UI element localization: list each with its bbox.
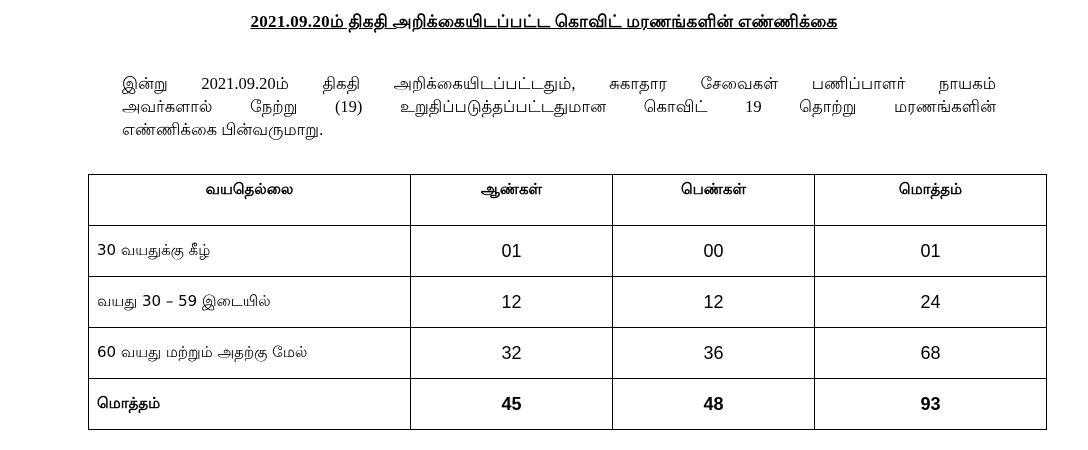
grand-total-cell: 93 xyxy=(815,379,1047,430)
table-total-row xyxy=(89,379,1047,430)
paragraph-line: அவர்களால் நேற்று (19) உறுதிப்படுத்தப்பட்டதுமான கொவிட் 19 தொற்று மரணங்களின் xyxy=(122,97,996,116)
paragraph-line: எண்ணிக்கை பின்வருமாறு. xyxy=(122,120,324,139)
total-count-cell: 68 xyxy=(815,328,1047,379)
table-row xyxy=(89,226,1047,277)
table-header-row xyxy=(89,175,1047,226)
total-count-cell: 24 xyxy=(815,277,1047,328)
table-row xyxy=(89,328,1047,379)
table-row xyxy=(89,277,1047,328)
age-range-cell: 30 வயதுக்கு கீழ் xyxy=(89,226,411,277)
male-count-cell: 12 xyxy=(411,277,613,328)
total-count-cell: 01 xyxy=(815,226,1047,277)
total-label-cell: மொத்தம் xyxy=(89,379,411,430)
paragraph-line: இன்று 2021.09.20ம் திகதி அறிக்கையிடப்பட்டதும், சுகாதார சேவைகள் பணிப்பாளர் நாயகம் xyxy=(122,74,996,93)
header-total: மொத்தம் xyxy=(815,175,1047,226)
age-range-cell: வயது 30 – 59 இடையில் xyxy=(89,277,411,328)
female-count-cell: 00 xyxy=(613,226,815,277)
covid-deaths-table xyxy=(88,174,1047,430)
female-count-cell: 36 xyxy=(613,328,815,379)
male-count-cell: 32 xyxy=(411,328,613,379)
document-title: 2021.09.20ம் திகதி அறிக்கையிடப்பட்ட கொவிட் மரணங்களின் எண்ணிக்கை xyxy=(250,12,838,31)
female-count-cell: 12 xyxy=(613,277,815,328)
intro-paragraph xyxy=(122,72,996,141)
male-total-cell: 45 xyxy=(411,379,613,430)
header-male: ஆண்கள் xyxy=(411,175,613,226)
header-age-range: வயதெல்லை xyxy=(89,175,411,226)
male-count-cell: 01 xyxy=(411,226,613,277)
age-range-cell: 60 வயது மற்றும் அதற்கு மேல் xyxy=(89,328,411,379)
header-female: பெண்கள் xyxy=(613,175,815,226)
female-total-cell: 48 xyxy=(613,379,815,430)
